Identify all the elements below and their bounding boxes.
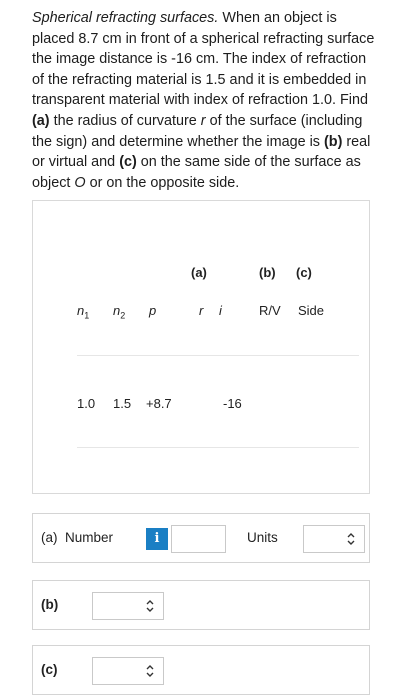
col-i: i	[219, 303, 222, 318]
col-r: r	[199, 303, 204, 318]
problem-text-4: real or virtual and	[32, 133, 371, 171]
value-i: -16	[223, 396, 242, 411]
chevron-updown-icon	[346, 532, 356, 546]
problem-title: Spherical refracting surfaces.	[32, 10, 219, 26]
problem-statement	[32, 8, 382, 193]
col-rv: R/V	[259, 303, 281, 318]
problem-text-1: When an object is placed 8.7 cm in front of a spherical refracting surface the image distance is -16 cm. The index of refraction of the refracting material is 1.5 and it is embedded in transparent material with index of refraction 1.0. Find	[32, 10, 375, 109]
object-symbol: O	[74, 174, 86, 191]
part-a-tag: (a)	[32, 112, 50, 129]
table-divider	[77, 447, 359, 448]
answer-a-number-input[interactable]	[171, 525, 226, 553]
header-b: (b)	[259, 265, 276, 280]
chevron-updown-icon	[145, 599, 155, 613]
units-label: Units	[247, 530, 278, 545]
info-icon[interactable]: i	[146, 528, 168, 550]
problem-text-3: of the surface (including the sign) and determine whether the image is	[32, 112, 363, 150]
problem-text-5: on the same side of the surface as object	[32, 154, 361, 191]
header-c: (c)	[296, 265, 312, 280]
answer-b-select[interactable]	[92, 592, 164, 620]
chevron-updown-icon	[145, 664, 155, 678]
value-n2: 1.5	[113, 396, 132, 411]
answer-row-a	[32, 513, 370, 563]
part-b-tag: (b)	[323, 133, 343, 150]
table-divider	[77, 355, 359, 356]
radius-symbol: r	[200, 112, 206, 129]
col-n2: $n_2$	[113, 303, 126, 321]
answer-c-select[interactable]	[92, 657, 164, 685]
units-select[interactable]	[303, 525, 365, 553]
answer-c-label: (c)	[41, 662, 58, 677]
problem-text-2: the radius of curvature	[49, 112, 201, 129]
answer-b-label: (b)	[41, 597, 59, 612]
col-side: Side	[298, 303, 325, 318]
value-n1: 1.0	[77, 396, 96, 411]
data-table	[32, 200, 370, 494]
answer-a-label: (a) Number	[41, 530, 114, 545]
header-a: (a)	[191, 265, 207, 280]
col-n1: $n_1$	[77, 303, 90, 321]
answer-row-c	[32, 645, 370, 695]
part-c-tag: (c)	[119, 154, 137, 171]
col-p: p	[149, 303, 157, 318]
value-p: +8.7	[146, 396, 172, 411]
answer-row-b	[32, 580, 370, 630]
problem-text-6: or on the opposite side.	[85, 174, 240, 191]
